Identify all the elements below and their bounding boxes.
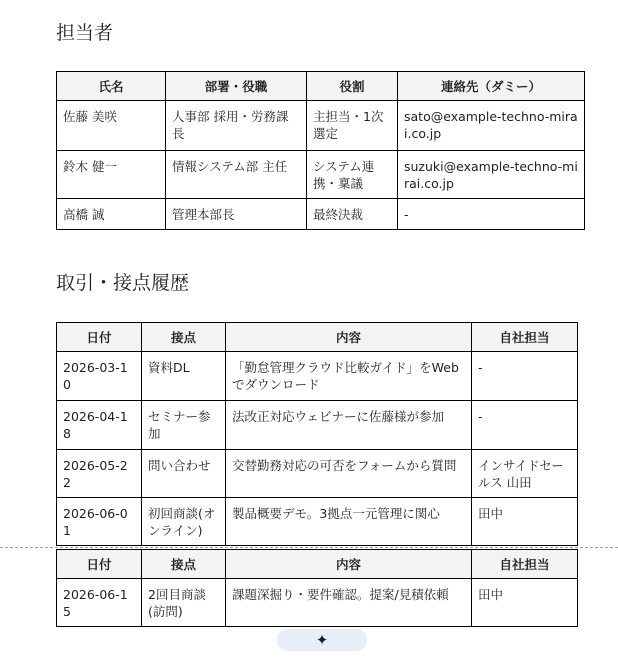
table-cell: 初回商談(オンライン) (142, 498, 226, 546)
table-row (57, 401, 578, 450)
table-cell: 2026-04-18 (57, 401, 142, 450)
table-row (57, 199, 585, 230)
page-break-divider (0, 547, 618, 548)
column-header: 内容 (226, 550, 472, 579)
table-cell: 2回目商談(訪問) (142, 579, 226, 627)
column-header: 連絡先（ダミー） (398, 72, 585, 101)
history-table (56, 322, 578, 546)
table-row (57, 579, 578, 627)
table-cell: 田中 (472, 498, 578, 546)
table-cell: 人事部 採用・労務課長 (166, 101, 307, 151)
table-cell: 2026-03-10 (57, 352, 142, 401)
table-cell: 2026-06-15 (57, 579, 142, 627)
column-header: 自社担当 (472, 323, 578, 352)
table-cell: 製品概要デモ。3拠点一元管理に関心 (226, 498, 472, 546)
table-cell: 管理本部長 (166, 199, 307, 230)
column-header: 接点 (142, 323, 226, 352)
column-header: 氏名 (57, 72, 166, 101)
table-row (57, 450, 578, 498)
table-cell: 資料DL (142, 352, 226, 401)
table-cell: 問い合わせ (142, 450, 226, 498)
table-cell: 情報システム部 主任 (166, 151, 307, 199)
table-cell: インサイドセールス 山田 (472, 450, 578, 498)
table-cell: - (398, 199, 585, 230)
table-header-row (57, 323, 578, 352)
table-cell: システム連携・稟議 (307, 151, 398, 199)
column-header: 接点 (142, 550, 226, 579)
contacts-heading: 担当者 (56, 22, 114, 44)
table-cell: 交替勤務対応の可否をフォームから質問 (226, 450, 472, 498)
column-header: 役割 (307, 72, 398, 101)
column-header: 自社担当 (472, 550, 578, 579)
table-cell: - (472, 352, 578, 401)
table-row (57, 498, 578, 546)
table-header-row (57, 550, 578, 579)
table-cell: 2026-06-01 (57, 498, 142, 546)
table-cell: suzuki@example-techno-mirai.co.jp (398, 151, 585, 199)
table-cell: 佐藤 美咲 (57, 101, 166, 151)
table-cell: 2026-05-22 (57, 450, 142, 498)
column-header: 日付 (57, 550, 142, 579)
history-heading: 取引・接点履歴 (56, 272, 190, 294)
column-header: 日付 (57, 323, 142, 352)
table-cell: 高橋 誠 (57, 199, 166, 230)
table-cell: 「勤怠管理クラウド比較ガイド」をWebでダウンロード (226, 352, 472, 401)
table-cell: 課題深掘り・要件確認。提案/見積依頼 (226, 579, 472, 627)
table-cell: - (472, 401, 578, 450)
table-cell: 法改正対応ウェビナーに佐藤様が参加 (226, 401, 472, 450)
column-header: 内容 (226, 323, 472, 352)
table-cell: 鈴木 健一 (57, 151, 166, 199)
ai-assist-button[interactable] (277, 629, 367, 651)
table-row (57, 352, 578, 401)
table-cell: 最終決裁 (307, 199, 398, 230)
sparkle-icon: ✦ (315, 631, 329, 649)
history-table-continued (56, 549, 578, 627)
table-cell: セミナー参加 (142, 401, 226, 450)
table-cell: 主担当・1次選定 (307, 101, 398, 151)
table-header-row (57, 72, 585, 101)
table-row (57, 101, 585, 151)
contacts-table (56, 71, 585, 230)
table-cell: 田中 (472, 579, 578, 627)
table-row (57, 151, 585, 199)
column-header: 部署・役職 (166, 72, 307, 101)
table-cell: sato@example-techno-mirai.co.jp (398, 101, 585, 151)
